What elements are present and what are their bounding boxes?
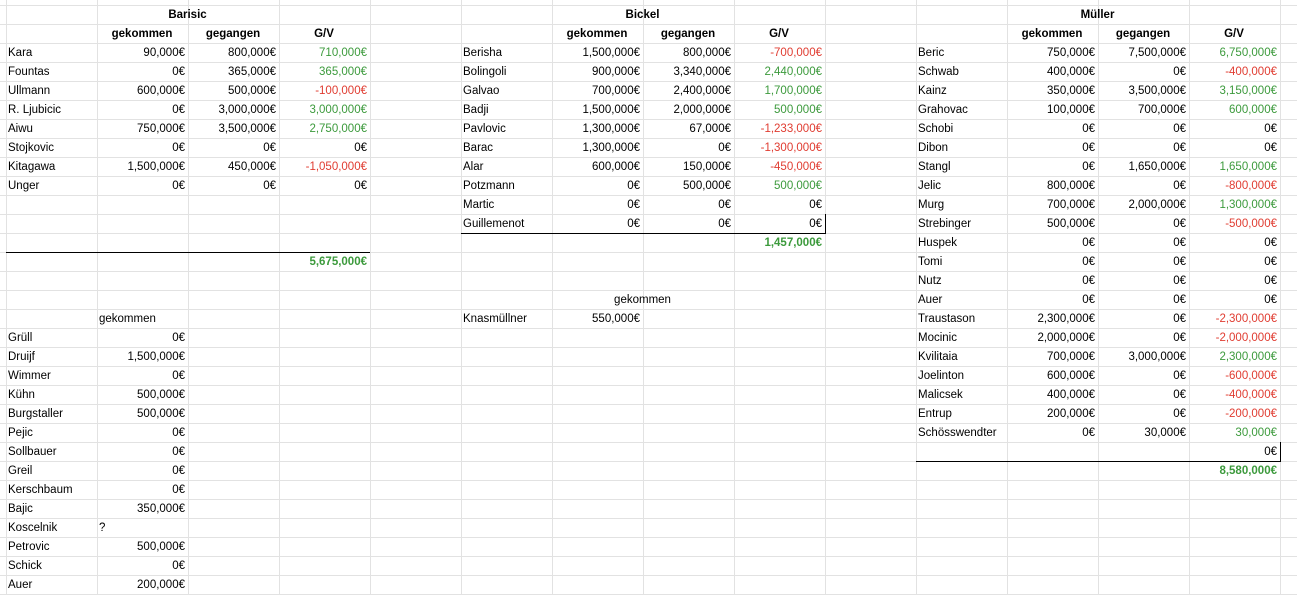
player-name[interactable]: Entrup: [918, 408, 952, 420]
column-header[interactable]: gekommen: [111, 28, 173, 40]
grid-column-line: [279, 0, 280, 594]
value-gegangen[interactable]: 0€: [718, 142, 731, 154]
player-name[interactable]: Kainz: [918, 85, 947, 97]
arrival-name[interactable]: Bajic: [8, 503, 33, 515]
value-gekommen[interactable]: 800,000€: [1047, 180, 1095, 192]
player-name[interactable]: Traustason: [918, 313, 976, 325]
value-gegangen[interactable]: 0€: [718, 218, 731, 230]
value-gv[interactable]: 2,300,000€: [1219, 351, 1277, 363]
value-gegangen[interactable]: 0€: [1173, 389, 1186, 401]
column-header[interactable]: gekommen: [566, 28, 628, 40]
value-gegangen[interactable]: 500,000€: [683, 180, 731, 192]
value-gegangen[interactable]: 150,000€: [683, 161, 731, 173]
value-gekommen[interactable]: 0€: [172, 104, 185, 116]
value-gegangen[interactable]: 3,000,000€: [1128, 351, 1186, 363]
value-gv[interactable]: 0€: [1264, 294, 1277, 306]
player-name[interactable]: Berisha: [463, 47, 502, 59]
arrival-value[interactable]: 350,000€: [137, 503, 185, 515]
value-gegangen[interactable]: 0€: [1173, 180, 1186, 192]
grid-column-line: [6, 0, 7, 594]
player-name[interactable]: Potzmann: [463, 180, 515, 192]
arrival-name[interactable]: Koscelnik: [8, 522, 58, 534]
player-name[interactable]: Ullmann: [8, 85, 51, 97]
value-gegangen[interactable]: 0€: [1173, 256, 1186, 268]
value-gegangen[interactable]: 3,000,000€: [218, 104, 276, 116]
player-name[interactable]: Barac: [463, 142, 494, 154]
value-gegangen[interactable]: 2,000,000€: [673, 104, 731, 116]
value-gekommen[interactable]: 0€: [627, 180, 640, 192]
player-name[interactable]: Tomi: [918, 256, 943, 268]
value-gv[interactable]: 500,000€: [774, 180, 822, 192]
player-name[interactable]: Stangl: [918, 161, 951, 173]
grid-column-line: [734, 0, 735, 594]
value-gv[interactable]: -600,000€: [1225, 370, 1277, 382]
arrival-name[interactable]: Auer: [8, 579, 33, 591]
arrival-name[interactable]: Kerschbaum: [8, 484, 73, 496]
player-name[interactable]: Schösswendter: [918, 427, 997, 439]
player-name[interactable]: Galvao: [463, 85, 500, 97]
player-name[interactable]: Schwab: [918, 66, 959, 78]
value-gv[interactable]: -2,300,000€: [1215, 313, 1277, 325]
value-gv[interactable]: -400,000€: [1225, 66, 1277, 78]
player-name[interactable]: Aiwu: [8, 123, 33, 135]
value-gekommen[interactable]: 600,000€: [1047, 370, 1095, 382]
value-gegangen[interactable]: 0€: [1173, 294, 1186, 306]
player-name[interactable]: Fountas: [8, 66, 50, 78]
player-name[interactable]: Murg: [918, 199, 945, 211]
value-gv[interactable]: 0€: [809, 199, 822, 211]
player-name[interactable]: Grahovac: [918, 104, 968, 116]
grid-row-line: [0, 575, 1297, 576]
value-gv[interactable]: 30,000€: [1235, 427, 1277, 439]
value-gegangen[interactable]: 450,000€: [228, 161, 276, 173]
section-title-mueller[interactable]: Müller: [1080, 9, 1115, 21]
value-gegangen[interactable]: 0€: [1173, 408, 1186, 420]
value-gv[interactable]: -700,000€: [770, 47, 822, 59]
value-gv[interactable]: 600,000€: [1229, 104, 1277, 116]
player-name[interactable]: Martic: [463, 199, 495, 211]
column-header[interactable]: gegangen: [1115, 28, 1171, 40]
value-gegangen[interactable]: 0€: [263, 142, 276, 154]
value-gv[interactable]: 0€: [1264, 275, 1277, 287]
value-gekommen[interactable]: 0€: [1082, 294, 1095, 306]
value-gekommen[interactable]: 0€: [627, 218, 640, 230]
value-gv[interactable]: 710,000€: [319, 47, 367, 59]
value-gegangen[interactable]: 2,400,000€: [673, 85, 731, 97]
column-header[interactable]: G/V: [769, 28, 789, 40]
value-gv[interactable]: 2,440,000€: [764, 66, 822, 78]
arrival-name[interactable]: Kühn: [8, 389, 35, 401]
value-gegangen[interactable]: 3,500,000€: [218, 123, 276, 135]
value-gekommen[interactable]: 0€: [1082, 142, 1095, 154]
value-gekommen[interactable]: 1,500,000€: [582, 104, 640, 116]
value-gv[interactable]: 2,750,000€: [309, 123, 367, 135]
section-title-barisic[interactable]: Barisic: [168, 9, 207, 21]
value-gegangen[interactable]: 0€: [1173, 370, 1186, 382]
player-name[interactable]: Strebinger: [918, 218, 972, 230]
value-gv[interactable]: 500,000€: [774, 104, 822, 116]
player-name[interactable]: Dibon: [918, 142, 949, 154]
arrival-value[interactable]: 0€: [172, 370, 185, 382]
arrival-name[interactable]: Sollbauer: [8, 446, 57, 458]
value-gekommen[interactable]: 0€: [1082, 256, 1095, 268]
arrival-name[interactable]: Greil: [8, 465, 33, 477]
grid-column-line: [461, 0, 462, 594]
arrival-name[interactable]: Petrovic: [8, 541, 50, 553]
value-gv[interactable]: -450,000€: [770, 161, 822, 173]
value-gekommen[interactable]: 0€: [1082, 123, 1095, 135]
arrival-name[interactable]: Druijf: [8, 351, 35, 363]
value-gegangen[interactable]: 0€: [1173, 66, 1186, 78]
arrival-value[interactable]: 1,500,000€: [127, 351, 185, 363]
value-gv[interactable]: 3,150,000€: [1219, 85, 1277, 97]
grid-row-line: [0, 480, 1297, 481]
value-gv[interactable]: 0€: [354, 142, 367, 154]
value-gekommen[interactable]: 750,000€: [137, 123, 185, 135]
grid-column-line: [1007, 0, 1008, 594]
value-gekommen[interactable]: 1,300,000€: [582, 142, 640, 154]
value-gegangen[interactable]: 0€: [263, 180, 276, 192]
value-gegangen[interactable]: 0€: [1173, 237, 1186, 249]
value-gv[interactable]: -2,000,000€: [1215, 332, 1277, 344]
arrival-value[interactable]: 500,000€: [137, 541, 185, 553]
player-name[interactable]: Jelic: [918, 180, 942, 192]
value-gv[interactable]: -500,000€: [1225, 218, 1277, 230]
value-gekommen[interactable]: 700,000€: [1047, 351, 1095, 363]
column-header[interactable]: gekommen: [1021, 28, 1083, 40]
value-gegangen[interactable]: 2,000,000€: [1128, 199, 1186, 211]
value-gegangen[interactable]: 0€: [1173, 313, 1186, 325]
arrival-value[interactable]: 550,000€: [592, 313, 640, 325]
column-header[interactable]: gegangen: [660, 28, 716, 40]
grid-column-line: [552, 0, 553, 594]
grid-row-line: [0, 537, 1297, 538]
player-name[interactable]: Stojkovic: [8, 142, 55, 154]
value-gv[interactable]: -200,000€: [1225, 408, 1277, 420]
player-name[interactable]: Bolingoli: [463, 66, 507, 78]
grid-column-line: [97, 0, 98, 594]
value-gekommen[interactable]: 0€: [172, 142, 185, 154]
grid-column-line: [370, 0, 371, 594]
value-gekommen[interactable]: 350,000€: [1047, 85, 1095, 97]
value-gv[interactable]: -100,000€: [315, 85, 367, 97]
value-gekommen[interactable]: 900,000€: [592, 66, 640, 78]
arrivals-header[interactable]: gekommen: [614, 294, 671, 306]
value-gekommen[interactable]: 500,000€: [1047, 218, 1095, 230]
value-gekommen[interactable]: 0€: [1082, 427, 1095, 439]
grid-column-line: [916, 0, 917, 594]
value-gegangen[interactable]: 7,500,000€: [1128, 47, 1186, 59]
value-gv[interactable]: 1,300,000€: [1219, 199, 1277, 211]
player-name[interactable]: Alar: [463, 161, 484, 173]
value-gekommen[interactable]: 700,000€: [1047, 199, 1095, 211]
value-gekommen[interactable]: 700,000€: [592, 85, 640, 97]
value-gv[interactable]: -1,233,000€: [760, 123, 822, 135]
arrival-value[interactable]: 0€: [172, 427, 185, 439]
value-gegangen[interactable]: 3,340,000€: [673, 66, 731, 78]
grid-column-line: [1280, 0, 1281, 594]
arrival-value[interactable]: 0€: [172, 332, 185, 344]
value-gegangen[interactable]: 0€: [1173, 123, 1186, 135]
player-name[interactable]: Pavlovic: [463, 123, 506, 135]
value-gegangen[interactable]: 30,000€: [1144, 427, 1186, 439]
player-name[interactable]: Kvilitaia: [918, 351, 958, 363]
player-name[interactable]: Auer: [918, 294, 943, 306]
value-gekommen[interactable]: 100,000€: [1047, 104, 1095, 116]
player-name[interactable]: Malicsek: [918, 389, 963, 401]
total-border-line: [825, 214, 826, 234]
section-title-bickel[interactable]: Bickel: [625, 9, 660, 21]
value-gekommen[interactable]: 1,500,000€: [582, 47, 640, 59]
value-gekommen[interactable]: 2,300,000€: [1037, 313, 1095, 325]
value-gv[interactable]: -400,000€: [1225, 389, 1277, 401]
value-gekommen[interactable]: 750,000€: [1047, 47, 1095, 59]
total-gv[interactable]: 8,580,000€: [1219, 465, 1277, 477]
value-gv[interactable]: 0€: [354, 180, 367, 192]
arrivals-header[interactable]: gekommen: [99, 313, 156, 325]
player-name[interactable]: Nutz: [918, 275, 942, 287]
value-gekommen[interactable]: 600,000€: [592, 161, 640, 173]
grid-column-line: [1189, 0, 1190, 594]
player-name[interactable]: Huspek: [918, 237, 957, 249]
player-name[interactable]: Beric: [918, 47, 945, 59]
value-gekommen[interactable]: 200,000€: [1047, 408, 1095, 420]
player-name[interactable]: Guillemenot: [463, 218, 525, 230]
value-gekommen[interactable]: 1,300,000€: [582, 123, 640, 135]
player-name[interactable]: Schobi: [918, 123, 954, 135]
arrival-name[interactable]: Pejic: [8, 427, 33, 439]
value-gegangen[interactable]: 700,000€: [1138, 104, 1186, 116]
arrival-value[interactable]: 200,000€: [137, 579, 185, 591]
total-gv[interactable]: 5,675,000€: [309, 256, 367, 268]
player-name[interactable]: R. Ljubicic: [8, 104, 62, 116]
value-gv[interactable]: 0€: [1264, 142, 1277, 154]
value-gv[interactable]: 365,000€: [319, 66, 367, 78]
value-gegangen[interactable]: 3,500,000€: [1128, 85, 1186, 97]
grid-row-line: [0, 518, 1297, 519]
value-gv[interactable]: 0€: [1264, 123, 1277, 135]
value-gegangen[interactable]: 800,000€: [228, 47, 276, 59]
value-gekommen[interactable]: 90,000€: [143, 47, 185, 59]
value-gekommen[interactable]: 1,500,000€: [127, 161, 185, 173]
grid-row-line: [0, 499, 1297, 500]
arrival-value[interactable]: 500,000€: [137, 389, 185, 401]
grid-column-line: [825, 0, 826, 594]
arrival-name[interactable]: Knasmüllner: [463, 313, 527, 325]
player-name[interactable]: Unger: [8, 180, 40, 192]
value-gekommen[interactable]: 2,000,000€: [1037, 332, 1095, 344]
value-gegangen[interactable]: 0€: [1173, 275, 1186, 287]
value-gv[interactable]: 0€: [1264, 237, 1277, 249]
arrival-value[interactable]: 0€: [172, 560, 185, 572]
value-gekommen[interactable]: 400,000€: [1047, 66, 1095, 78]
value-gegangen[interactable]: 0€: [718, 199, 731, 211]
value-gegangen[interactable]: 800,000€: [683, 47, 731, 59]
player-name[interactable]: Kara: [8, 47, 33, 59]
value-gekommen[interactable]: 0€: [172, 180, 185, 192]
value-gekommen[interactable]: 0€: [1082, 161, 1095, 173]
grid-column-line: [1098, 0, 1099, 594]
arrival-value[interactable]: 0€: [172, 446, 185, 458]
value-gekommen[interactable]: 600,000€: [137, 85, 185, 97]
arrival-name[interactable]: Schick: [8, 560, 42, 572]
value-gv[interactable]: -1,050,000€: [305, 161, 367, 173]
value-gv[interactable]: 0€: [1264, 256, 1277, 268]
column-header[interactable]: G/V: [314, 28, 334, 40]
arrival-name[interactable]: Grüll: [8, 332, 33, 344]
player-name[interactable]: Kitagawa: [8, 161, 56, 173]
value-gegangen[interactable]: 0€: [1173, 332, 1186, 344]
value-gegangen[interactable]: 0€: [1173, 218, 1186, 230]
value-gv[interactable]: 0€: [809, 218, 822, 230]
value-gekommen[interactable]: 0€: [1082, 237, 1095, 249]
value-gegangen[interactable]: 0€: [1173, 142, 1186, 154]
value-gv[interactable]: 3,000,000€: [309, 104, 367, 116]
value-gekommen[interactable]: 0€: [1082, 275, 1095, 287]
value-gekommen[interactable]: 0€: [627, 199, 640, 211]
arrival-value[interactable]: 0€: [172, 484, 185, 496]
value-gekommen[interactable]: 400,000€: [1047, 389, 1095, 401]
column-header[interactable]: gegangen: [205, 28, 261, 40]
value-gegangen[interactable]: 365,000€: [228, 66, 276, 78]
total-border-line: [1280, 442, 1281, 462]
value-gekommen[interactable]: 0€: [172, 66, 185, 78]
arrival-value[interactable]: 0€: [172, 465, 185, 477]
arrival-value[interactable]: 500,000€: [137, 408, 185, 420]
grid-row-line: [0, 556, 1297, 557]
value-gv[interactable]: 1,650,000€: [1219, 161, 1277, 173]
arrival-name[interactable]: Wimmer: [8, 370, 51, 382]
column-header[interactable]: G/V: [1224, 28, 1244, 40]
arrival-name[interactable]: Burgstaller: [8, 408, 63, 420]
value-gv[interactable]: 6,750,000€: [1219, 47, 1277, 59]
value-gv[interactable]: 0€: [1264, 446, 1277, 458]
arrival-value[interactable]: ?: [99, 522, 106, 534]
grid-column-line: [188, 0, 189, 594]
player-name[interactable]: Mocinic: [918, 332, 957, 344]
player-name[interactable]: Badji: [463, 104, 489, 116]
total-gv[interactable]: 1,457,000€: [764, 237, 822, 249]
value-gegangen[interactable]: 67,000€: [689, 123, 731, 135]
value-gegangen[interactable]: 500,000€: [228, 85, 276, 97]
player-name[interactable]: Joelinton: [918, 370, 965, 382]
value-gv[interactable]: 1,700,000€: [764, 85, 822, 97]
value-gv[interactable]: -800,000€: [1225, 180, 1277, 192]
value-gv[interactable]: -1,300,000€: [760, 142, 822, 154]
value-gegangen[interactable]: 1,650,000€: [1128, 161, 1186, 173]
